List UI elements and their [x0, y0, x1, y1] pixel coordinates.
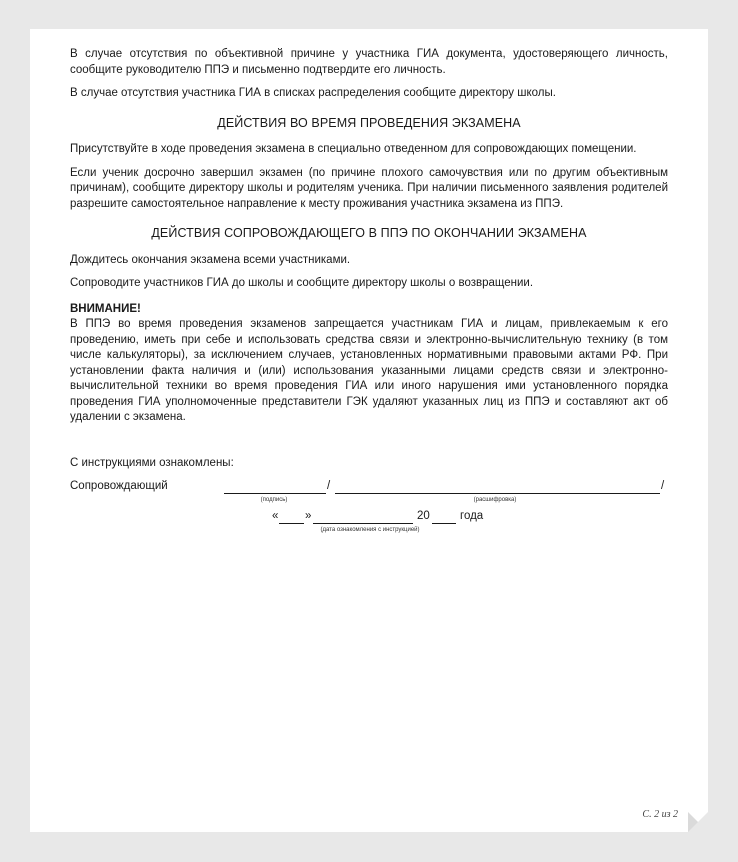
caption-date: (дата ознакомления с инструкцией)	[320, 527, 420, 533]
slash-1: /	[327, 480, 331, 492]
year-suffix: года	[460, 510, 484, 522]
quote-open: «	[272, 510, 279, 522]
heading-during-exam: ДЕЙСТВИЯ ВО ВРЕМЯ ПРОВЕДЕНИЯ ЭКЗАМЕНА	[217, 115, 521, 130]
role-label: Сопровождающий	[70, 480, 168, 492]
quote-close: »	[305, 510, 312, 522]
signature-line[interactable]	[224, 479, 326, 494]
page-fold-cut	[688, 812, 708, 832]
caption-decoding: (расшифровка)	[473, 497, 517, 503]
slash-2: /	[661, 480, 665, 492]
document-content	[70, 47, 668, 549]
paragraph-id-missing: В случае отсутствия по объективной причине у участника ГИА документа, удостоверяющего личность, сообщите руководителю ППЭ и письменно подтвердите его личность.	[70, 48, 668, 76]
day-line[interactable]	[279, 509, 304, 524]
paragraph-wait: Дождитесь окончания экзамена всеми участниками.	[70, 253, 351, 266]
paragraph-not-in-list: В случае отсутствия участника ГИА в списках распределения сообщите директору школы.	[70, 87, 556, 99]
signature-intro: С инструкциями ознакомлены:	[70, 456, 234, 469]
paragraph-escort: Сопроводите участников ГИА до школы и сообщите директору школы о возвращении.	[70, 277, 534, 289]
signature-row	[70, 479, 668, 509]
warning-title: ВНИМАНИЕ!	[70, 302, 141, 315]
paragraph-presence: Присутствуйте в ходе проведения экзамена в специально отведенном для сопровождающих помещении.	[70, 143, 637, 155]
heading-after-exam: ДЕЙСТВИЯ СОПРОВОЖДАЮЩЕГО В ППЭ ПО ОКОНЧАНИИ ЭКЗАМЕНА	[151, 226, 587, 240]
year-line[interactable]	[432, 509, 456, 524]
page-number: С. 2 из 2	[642, 809, 678, 820]
document-page	[30, 29, 708, 832]
year-prefix: 20	[417, 510, 430, 522]
decoding-line[interactable]	[335, 479, 660, 494]
warning-text: В ППЭ во время проведения экзаменов запрещается участникам ГИА и лицам, привлекаемым к его проведению, иметь при себе и использовать средства связи и электронно-вычислительную технику (в том числе калькуляторы), за исключением случаев, установленных нормативными правовыми актами РФ. При установлении факта наличия и (или) использования указанными лицами средств связи и электронно-вычислительной техники во время проведения ГИА или иного нарушения ими установленного порядка проведения ГИА уполномоченные представители ГЭК удаляют указанных лиц из ППЭ и составляют акт об удалении с экзамена.	[70, 318, 668, 423]
date-row	[70, 509, 668, 549]
caption-signature: (подпись)	[260, 497, 288, 503]
month-line[interactable]	[313, 509, 413, 524]
paragraph-early-finish: Если ученик досрочно завершил экзамен (по причине плохого самочувствия или по другим объективным причинам), сообщите директору школы и родителям ученика. При наличии письменного заявления родителей разрешите самостоятельное направление к месту проживания участника экзамена из ППЭ.	[70, 166, 668, 210]
